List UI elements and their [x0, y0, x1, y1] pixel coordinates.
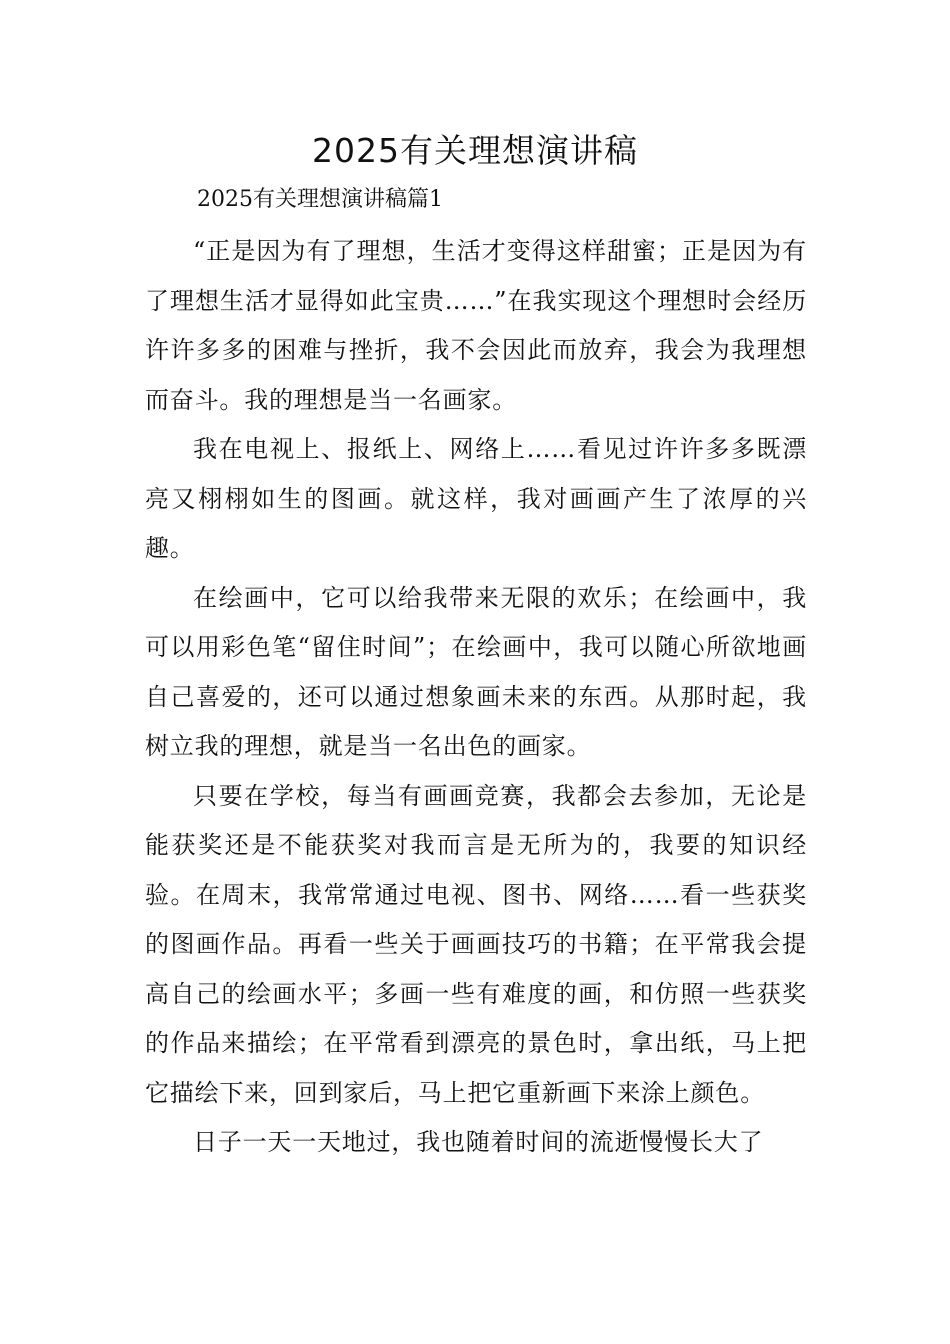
paragraph: 在绘画中，它可以给我带来无限的欢乐；在绘画中，我可以用彩色笔“留住时间”；在绘画中，我可以随心所欲地画自己喜爱的，还可以通过想象画未来的东西。从那时起，我树立我的理想，就是当一名出色的画家。 — [145, 583, 807, 760]
paragraph: “正是因为有了理想，生活才变得这样甜蜜；正是因为有了理想生活才显得如此宝贵……”在我实现这个理想时会经历许许多多的困难与挫折，我不会因此而放弃，我会为我理想而奋斗。我的理想是当一名画家。 — [145, 237, 807, 414]
document-body — [145, 227, 807, 1168]
document-title: 2025有关理想演讲稿 — [312, 131, 638, 170]
document-subtitle: 2025有关理想演讲稿篇1 — [197, 187, 443, 212]
paragraph: 我在电视上、报纸上、网络上……看见过许许多多既漂亮又栩栩如生的图画。就这样，我对画画产生了浓厚的兴趣。 — [145, 435, 807, 562]
paragraph: 只要在学校，每当有画画竞赛，我都会去参加，无论是能获奖还是不能获奖对我而言是无所为的，我要的知识经验。在周末，我常常通过电视、图书、网络……看一些获奖的图画作品。再看一些关于画画技巧的书籍；在平常我会提高自己的绘画水平；多画一些有难度的画，和仿照一些获奖的作品来描绘；在平常看到漂亮的景色时，拿出纸，马上把它描绘下来，回到家后，马上把它重新画下来涂上颜色。 — [145, 781, 807, 1107]
paragraph: 日子一天一天地过，我也随着时间的流逝慢慢长大了 — [193, 1128, 764, 1156]
